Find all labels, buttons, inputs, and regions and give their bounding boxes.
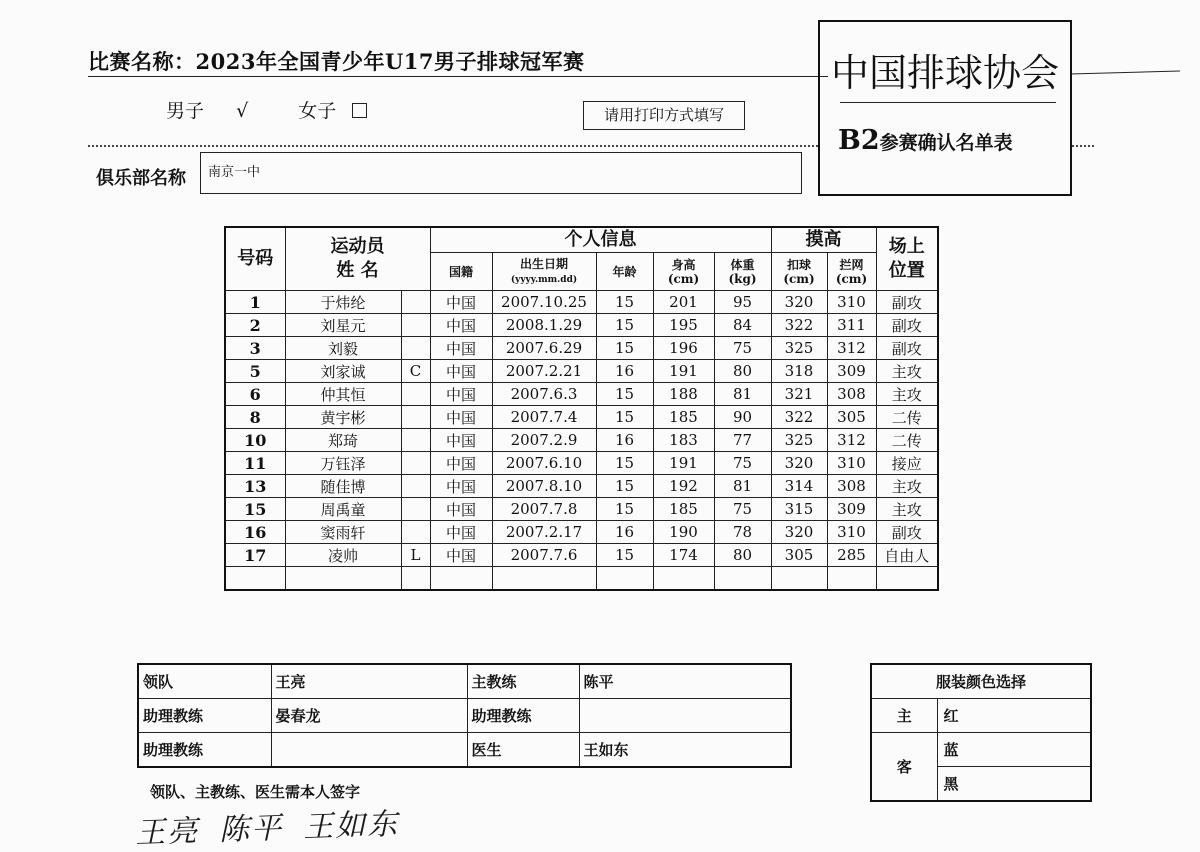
cell-position[interactable]: 自由人: [876, 544, 938, 567]
cell-spike[interactable]: 318: [771, 360, 827, 383]
cell-block[interactable]: 311: [827, 314, 876, 337]
cell-name[interactable]: 刘毅: [285, 337, 401, 360]
header-position-line2: 位置: [888, 260, 925, 281]
cell-age[interactable]: [596, 567, 653, 591]
cell-role[interactable]: [401, 406, 430, 429]
cell-weight[interactable]: 81: [714, 475, 771, 498]
cell-block[interactable]: 309: [827, 360, 876, 383]
header-nationality: 国籍: [430, 253, 492, 291]
cell-role[interactable]: [401, 475, 430, 498]
male-label: 男子: [166, 100, 205, 122]
cell-nationality[interactable]: 中国: [430, 383, 492, 406]
team-leader-label-text: 领队: [143, 673, 174, 691]
away-color-1[interactable]: 蓝: [937, 733, 1091, 767]
print-instruction: 请用打印方式填写: [583, 101, 745, 130]
uniform-title: 服装颜色选择: [871, 664, 1091, 699]
cell-spike[interactable]: 325: [771, 429, 827, 452]
header-height-unit: (cm): [667, 271, 700, 286]
cell-height[interactable]: 183: [653, 429, 714, 452]
cell-role[interactable]: [401, 429, 430, 452]
cell-birth[interactable]: 2008.1.29: [492, 314, 596, 337]
cell-name[interactable]: 郑琦: [285, 429, 401, 452]
header-athlete-line2: 姓 名: [336, 260, 379, 281]
cell-spike[interactable]: 305: [771, 544, 827, 567]
cell-height[interactable]: 195: [653, 314, 714, 337]
form-title: [838, 125, 1013, 156]
header-height-label: 身高: [671, 257, 696, 272]
cell-weight[interactable]: 84: [714, 314, 771, 337]
cell-height[interactable]: 191: [653, 452, 714, 475]
cell-height[interactable]: 188: [653, 383, 714, 406]
cell-number[interactable]: 17: [225, 544, 285, 567]
signature-1: 王亮: [134, 813, 200, 851]
table-row: [225, 314, 938, 337]
cell-weight[interactable]: 80: [714, 544, 771, 567]
cell-role[interactable]: C: [401, 360, 430, 383]
cell-nationality[interactable]: 中国: [430, 544, 492, 567]
team-leader-label: [138, 664, 271, 699]
cell-number[interactable]: 6: [225, 383, 285, 406]
club-name-label: 俱乐部名称: [96, 168, 186, 189]
cell-nationality[interactable]: 中国: [430, 337, 492, 360]
association-divider: [840, 102, 1056, 103]
cell-birth[interactable]: 2007.6.3: [492, 383, 596, 406]
cell-nationality[interactable]: 中国: [430, 429, 492, 452]
cell-height[interactable]: 201: [653, 291, 714, 314]
cell-birth[interactable]: 2007.2.21: [492, 360, 596, 383]
assistant-coach-value-3[interactable]: [271, 733, 467, 768]
table-row: [225, 291, 938, 314]
table-row: [225, 544, 938, 567]
cell-height[interactable]: 185: [653, 498, 714, 521]
handwritten-signatures: [134, 798, 419, 852]
cell-spike[interactable]: 320: [771, 452, 827, 475]
cell-number[interactable]: 5: [225, 360, 285, 383]
cell-birth[interactable]: 2007.7.8: [492, 498, 596, 521]
cell-position[interactable]: 二传: [876, 406, 938, 429]
cell-height[interactable]: 190: [653, 521, 714, 544]
cell-role[interactable]: [401, 314, 430, 337]
cell-name[interactable]: 黄宇彬: [285, 406, 401, 429]
cell-age[interactable]: 15: [596, 544, 653, 567]
header-weight-label: 体重: [730, 257, 755, 272]
cell-number[interactable]: 3: [225, 337, 285, 360]
header-spike-label: 扣球: [786, 257, 811, 272]
cell-weight[interactable]: 75: [714, 498, 771, 521]
cell-block[interactable]: 308: [827, 383, 876, 406]
cell-position[interactable]: 接应: [876, 452, 938, 475]
cell-role[interactable]: [401, 498, 430, 521]
cell-block[interactable]: 310: [827, 452, 876, 475]
cell-name[interactable]: [285, 567, 401, 591]
association-box: [818, 20, 1072, 196]
assistant-coach-value-1[interactable]: 晏春龙: [271, 699, 467, 733]
cell-weight[interactable]: 90: [714, 406, 771, 429]
table-row: [225, 406, 938, 429]
cell-block[interactable]: 312: [827, 337, 876, 360]
cell-spike[interactable]: 325: [771, 337, 827, 360]
cell-height[interactable]: 191: [653, 360, 714, 383]
cell-role[interactable]: [401, 567, 430, 591]
cell-number[interactable]: 10: [225, 429, 285, 452]
cell-age[interactable]: 16: [596, 360, 653, 383]
cell-nationality[interactable]: 中国: [430, 452, 492, 475]
header-birth-format: (yyyy.mm.dd): [510, 274, 578, 285]
header-weight-unit: (kg): [728, 271, 757, 286]
cell-name[interactable]: 刘家诚: [285, 360, 401, 383]
cell-number[interactable]: 1: [225, 291, 285, 314]
header-height: [653, 253, 714, 291]
cell-position[interactable]: 主攻: [876, 383, 938, 406]
cell-number[interactable]: 8: [225, 406, 285, 429]
table-row: [225, 429, 938, 452]
cell-position[interactable]: 主攻: [876, 475, 938, 498]
cell-birth[interactable]: 2007.6.10: [492, 452, 596, 475]
cell-age[interactable]: 16: [596, 429, 653, 452]
cell-block[interactable]: 308: [827, 475, 876, 498]
cell-birth[interactable]: 2007.6.29: [492, 337, 596, 360]
cell-age[interactable]: 15: [596, 406, 653, 429]
club-name-value: 南京一中: [208, 165, 261, 180]
header-underline-right: [1070, 71, 1180, 75]
header-block-unit: (cm): [835, 271, 868, 286]
cell-age[interactable]: 15: [596, 475, 653, 498]
header-spike: [771, 253, 827, 291]
cell-position[interactable]: [876, 567, 938, 591]
cell-block[interactable]: 310: [827, 291, 876, 314]
cell-age[interactable]: 15: [596, 314, 653, 337]
association-name: 中国排球协会: [830, 51, 1059, 95]
cell-nationality[interactable]: [430, 567, 492, 591]
signature-3: 王如东: [302, 806, 400, 846]
dotted-separator-right: [1072, 145, 1094, 147]
cell-nationality[interactable]: 中国: [430, 314, 492, 337]
cell-weight[interactable]: 80: [714, 360, 771, 383]
cell-height[interactable]: 185: [653, 406, 714, 429]
cell-birth[interactable]: 2007.10.25: [492, 291, 596, 314]
cell-name[interactable]: 窦雨轩: [285, 521, 401, 544]
dotted-separator: [88, 145, 818, 147]
form-code: B2: [838, 125, 880, 156]
table-row: [225, 452, 938, 475]
cell-weight[interactable]: 95: [714, 291, 771, 314]
head-coach-label-text: 主教练: [471, 673, 517, 691]
head-coach-value[interactable]: 陈平: [579, 664, 791, 699]
head-coach-label: [467, 664, 579, 699]
signature-2: 陈平: [218, 810, 284, 849]
table-row: [225, 337, 938, 360]
cell-position[interactable]: 副攻: [876, 521, 938, 544]
table-row: [225, 567, 938, 591]
cell-birth[interactable]: 2007.2.9: [492, 429, 596, 452]
cell-position[interactable]: 主攻: [876, 498, 938, 521]
cell-weight[interactable]: 78: [714, 521, 771, 544]
header-block-label: 拦网: [839, 257, 864, 272]
cell-name[interactable]: 仲其恒: [285, 383, 401, 406]
header-number: 号码: [225, 227, 285, 291]
cell-age[interactable]: 15: [596, 337, 653, 360]
header-athlete-line1: 运动员: [330, 236, 385, 257]
cell-position[interactable]: 副攻: [876, 337, 938, 360]
table-row: [225, 521, 938, 544]
competition-title: 比赛名称：2023年全国青少年U17男子排球冠军赛: [88, 49, 585, 74]
cell-height[interactable]: 174: [653, 544, 714, 567]
cell-age[interactable]: 16: [596, 521, 653, 544]
cell-nationality[interactable]: 中国: [430, 406, 492, 429]
cell-height[interactable]: 192: [653, 475, 714, 498]
assistant-coach-label-3: 助理教练: [138, 733, 271, 768]
cell-block[interactable]: 309: [827, 498, 876, 521]
cell-number[interactable]: 2: [225, 314, 285, 337]
cell-spike[interactable]: 320: [771, 521, 827, 544]
cell-weight[interactable]: 77: [714, 429, 771, 452]
team-leader-value[interactable]: 王亮: [271, 664, 467, 699]
table-row: [225, 475, 938, 498]
gender-selection: [166, 96, 367, 123]
header-underline: [88, 76, 828, 77]
roster-table: [224, 226, 939, 591]
cell-name[interactable]: 于炜纶: [285, 291, 401, 314]
cell-number[interactable]: 15: [225, 498, 285, 521]
doctor-label-text: 医生: [471, 741, 502, 759]
header-block: [827, 253, 876, 291]
cell-spike[interactable]: 314: [771, 475, 827, 498]
roster-body: [225, 291, 938, 591]
cell-spike[interactable]: [771, 567, 827, 591]
header-spike-unit: (cm): [783, 271, 815, 286]
cell-name[interactable]: 刘星元: [285, 314, 401, 337]
cell-age[interactable]: 15: [596, 291, 653, 314]
uniform-color-table: [870, 663, 1092, 802]
cell-weight[interactable]: 75: [714, 337, 771, 360]
assistant-coach-value-2[interactable]: [579, 699, 791, 733]
header-weight: [714, 253, 771, 291]
cell-nationality[interactable]: 中国: [430, 360, 492, 383]
cell-position[interactable]: 主攻: [876, 360, 938, 383]
doctor-label: [467, 733, 579, 768]
staff-table: [137, 663, 792, 768]
female-label: 女子: [298, 100, 337, 122]
table-row: [225, 383, 938, 406]
cell-role[interactable]: [401, 383, 430, 406]
cell-position[interactable]: 副攻: [876, 291, 938, 314]
header-age: 年龄: [596, 253, 653, 291]
cell-number[interactable]: 11: [225, 452, 285, 475]
club-name-field[interactable]: [200, 152, 802, 194]
signature-note: 领队、主教练、医生需本人签字: [150, 783, 361, 801]
cell-block[interactable]: 305: [827, 406, 876, 429]
cell-spike[interactable]: 322: [771, 406, 827, 429]
cell-role[interactable]: [401, 452, 430, 475]
cell-block[interactable]: 310: [827, 521, 876, 544]
cell-birth[interactable]: 2007.7.6: [492, 544, 596, 567]
header-personal-info: 个人信息: [430, 227, 771, 253]
header-birth-label: 出生日期: [519, 256, 568, 271]
home-label: 主: [871, 699, 937, 733]
cell-block[interactable]: [827, 567, 876, 591]
cell-number[interactable]: [225, 567, 285, 591]
cell-weight[interactable]: 75: [714, 452, 771, 475]
cell-birth[interactable]: 2007.7.4: [492, 406, 596, 429]
female-checkbox[interactable]: [352, 103, 367, 118]
male-check-mark[interactable]: √: [236, 100, 249, 122]
header-position-line1: 场上: [888, 236, 925, 257]
cell-role[interactable]: [401, 521, 430, 544]
header-birth: [492, 253, 596, 291]
cell-number[interactable]: 16: [225, 521, 285, 544]
cell-block[interactable]: 312: [827, 429, 876, 452]
cell-spike[interactable]: 321: [771, 383, 827, 406]
cell-block[interactable]: 285: [827, 544, 876, 567]
cell-name[interactable]: 周禹童: [285, 498, 401, 521]
away-label: 客: [871, 733, 937, 802]
cell-weight[interactable]: 81: [714, 383, 771, 406]
cell-name[interactable]: 随佳博: [285, 475, 401, 498]
cell-role[interactable]: [401, 337, 430, 360]
table-row: [225, 360, 938, 383]
cell-age[interactable]: 15: [596, 498, 653, 521]
header-reach: 摸高: [771, 227, 876, 253]
table-row: [225, 498, 938, 521]
assistant-coach-label-1: 助理教练: [138, 699, 271, 733]
doctor-value[interactable]: 王如东: [579, 733, 791, 768]
cell-position[interactable]: 副攻: [876, 314, 938, 337]
cell-birth[interactable]: 2007.2.17: [492, 521, 596, 544]
assistant-coach-label-2: 助理教练: [467, 699, 579, 733]
form-title-text: 参赛确认名单表: [879, 132, 1013, 154]
cell-spike[interactable]: 322: [771, 314, 827, 337]
cell-nationality[interactable]: 中国: [430, 475, 492, 498]
cell-height[interactable]: [653, 567, 714, 591]
away-color-2[interactable]: 黑: [937, 767, 1091, 802]
cell-birth[interactable]: [492, 567, 596, 591]
cell-nationality[interactable]: 中国: [430, 291, 492, 314]
cell-age[interactable]: 15: [596, 383, 653, 406]
header-position: [876, 227, 938, 291]
cell-nationality[interactable]: 中国: [430, 521, 492, 544]
cell-name[interactable]: 凌帅: [285, 544, 401, 567]
cell-number[interactable]: 13: [225, 475, 285, 498]
cell-birth[interactable]: 2007.8.10: [492, 475, 596, 498]
cell-age[interactable]: 15: [596, 452, 653, 475]
cell-weight[interactable]: [714, 567, 771, 591]
cell-height[interactable]: 196: [653, 337, 714, 360]
cell-spike[interactable]: 320: [771, 291, 827, 314]
cell-name[interactable]: 万钰泽: [285, 452, 401, 475]
cell-nationality[interactable]: 中国: [430, 498, 492, 521]
cell-role[interactable]: L: [401, 544, 430, 567]
cell-role[interactable]: [401, 291, 430, 314]
cell-spike[interactable]: 315: [771, 498, 827, 521]
header-athlete: [285, 227, 430, 291]
home-color[interactable]: 红: [937, 699, 1091, 733]
cell-position[interactable]: 二传: [876, 429, 938, 452]
